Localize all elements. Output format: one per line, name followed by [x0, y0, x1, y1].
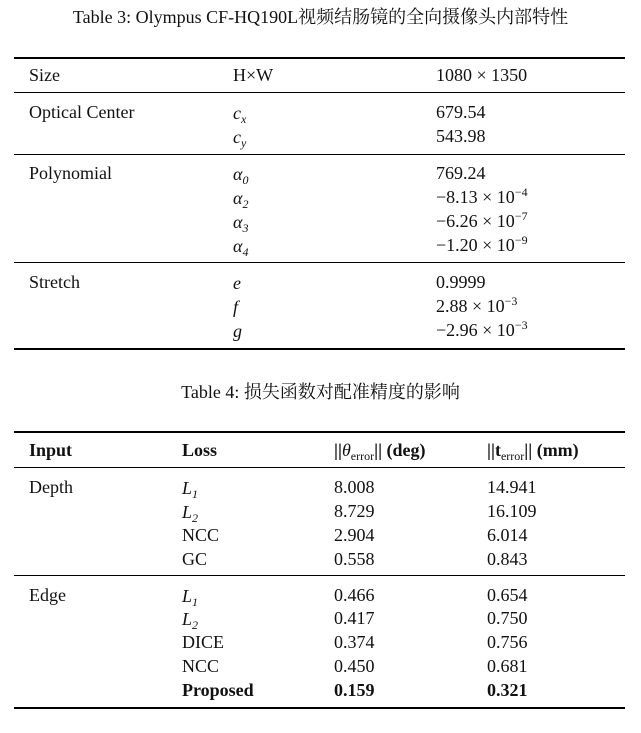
table3-value-cy: 543.98 [436, 126, 486, 146]
table3-group-size: Size [29, 65, 60, 85]
table4-input-edge: Edge [29, 585, 66, 605]
table4-t-edge-proposed: 0.321 [487, 680, 528, 700]
table4-loss-depth-l1: $L_1$ [182, 478, 199, 501]
table3-param-alpha0: $\alpha_0$ [233, 164, 249, 187]
table4-header-translation-error: $||t_{error}||$ (mm) [487, 440, 579, 463]
table4-t-edge-dice: 0.756 [487, 632, 528, 652]
table3-bottom-rule [14, 348, 625, 350]
table3-value-cx: 679.54 [436, 102, 486, 122]
table3-group-polynomial: Polynomial [29, 163, 113, 183]
table4-t-depth-l2: 16.109 [487, 501, 537, 521]
table4-loss-edge-l2: $L_2$ [182, 609, 199, 632]
table4-caption: Table 4: 损失函数对配准精度的影响 [181, 382, 460, 402]
table4-theta-depth-gc: 0.558 [334, 549, 375, 569]
table3-param-hw: H×W [233, 65, 274, 85]
table4-header-rotation-error: $||\theta_{error}||$ (deg) [334, 440, 426, 463]
table3-value-alpha0: 769.24 [436, 163, 486, 183]
table4-t-depth-ncc: 6.014 [487, 525, 528, 545]
table3-param-e: e [233, 273, 241, 293]
table3-group-optical-center: Optical Center [29, 102, 135, 122]
table4-t-depth-l1: 14.941 [487, 477, 537, 497]
table4-top-rule [14, 431, 625, 433]
table4-header-loss: Loss [182, 440, 218, 460]
table3-top-rule [14, 57, 625, 59]
table4-loss-edge-l1: $L_1$ [182, 586, 199, 609]
table4-theta-edge-l2: 0.417 [334, 608, 375, 628]
table4-loss-edge-dice: DICE [182, 632, 224, 652]
table3-param-alpha4: $\alpha_4$ [233, 236, 249, 259]
table3-value-g: $-2.96 \times 10^{-3}$ [436, 318, 528, 340]
table4-loss-edge-ncc: NCC [182, 656, 220, 676]
table3-value-f: $2.88 \times 10^{-3}$ [436, 294, 518, 316]
table4-bottom-rule [14, 707, 625, 709]
table3-value-alpha2: $-8.13 \times 10^{-4}$ [436, 185, 528, 207]
table4-theta-edge-proposed: 0.159 [334, 680, 375, 700]
table3-rule-1 [14, 92, 625, 93]
table4-input-depth: Depth [29, 477, 73, 497]
table3-rule-3 [14, 262, 625, 263]
table3-value-alpha4: $-1.20 \times 10^{-9}$ [436, 233, 528, 255]
table3-param-cy: $c_y$ [233, 127, 247, 150]
table3-param-g: g [233, 321, 242, 341]
table3-param-cx: $c_x$ [233, 103, 247, 126]
table4-header-rule [14, 467, 625, 468]
table3-param-alpha3: $\alpha_3$ [233, 212, 249, 235]
table4-theta-edge-dice: 0.374 [334, 632, 375, 652]
table4-t-edge-l1: 0.654 [487, 585, 528, 605]
table4-theta-edge-ncc: 0.450 [334, 656, 375, 676]
table3-group-stretch: Stretch [29, 272, 80, 292]
table4-theta-edge-l1: 0.466 [334, 585, 375, 605]
table4-loss-depth-ncc: NCC [182, 525, 220, 545]
table4-theta-depth-l2: 8.729 [334, 501, 375, 521]
table4-t-edge-l2: 0.750 [487, 608, 528, 628]
table3-rule-2 [14, 154, 625, 155]
table3-value-e: 0.9999 [436, 272, 486, 292]
table4-loss-depth-gc: GC [182, 549, 208, 569]
table3-caption: Table 3: Olympus CF-HQ190L视频结肠镜的全向摄像头内部特性 [72, 7, 569, 27]
table4-loss-depth-l2: $L_2$ [182, 502, 199, 525]
table4-t-edge-ncc: 0.681 [487, 656, 528, 676]
table4-header-input: Input [29, 440, 73, 460]
table3-param-f: f [233, 297, 239, 317]
table4-group-rule [14, 575, 625, 576]
table4-theta-depth-ncc: 2.904 [334, 525, 375, 545]
table4-t-depth-gc: 0.843 [487, 549, 528, 569]
table4-theta-depth-l1: 8.008 [334, 477, 375, 497]
table3-value-size: 1080 × 1350 [436, 65, 528, 85]
table3-value-alpha3: $-6.26 \times 10^{-7}$ [436, 209, 528, 231]
table4-loss-edge-proposed: Proposed [182, 680, 254, 700]
table3-param-alpha2: $\alpha_2$ [233, 188, 249, 211]
